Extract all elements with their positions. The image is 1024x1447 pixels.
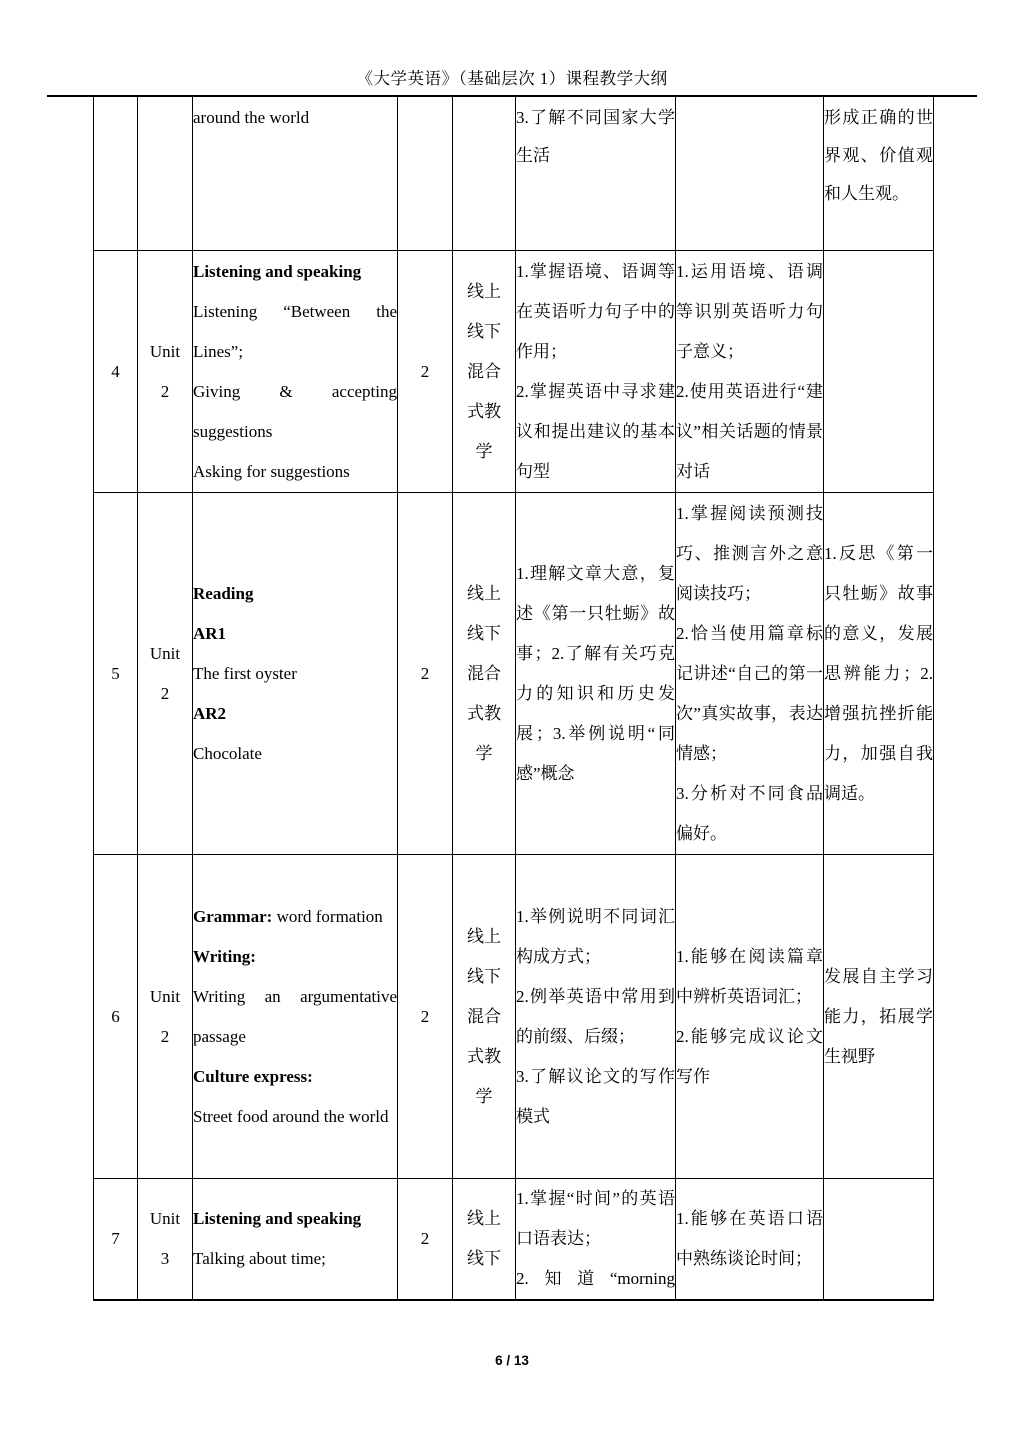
paragraph: The first oyster <box>193 663 297 683</box>
paragraph: 1.举例说明不同词汇构成方式； <box>516 906 675 966</box>
objectives-cell <box>516 1179 676 1301</box>
abilities-cell <box>676 251 824 493</box>
teaching-content-cell <box>193 855 398 1179</box>
paragraph: 3.了解议论文的写作模式 <box>516 1066 675 1126</box>
hours-cell: 2 <box>398 855 453 1179</box>
paragraph: 形成正确的世界观、价值观和人生观。 <box>824 108 933 203</box>
hours-cell: 2 <box>398 251 453 493</box>
paragraph: 1.能够在阅读篇章中辨析英语词汇； <box>676 946 823 1006</box>
abilities-cell <box>676 855 824 1179</box>
row-number-cell: 7 <box>94 1179 138 1301</box>
paragraph: Listening and speaking <box>193 1209 362 1228</box>
unit-cell: Unit 2 <box>138 855 193 1179</box>
teaching-method-cell <box>453 97 516 251</box>
values-cell <box>824 1179 934 1301</box>
row-number-cell: 4 <box>94 251 138 493</box>
hours-cell <box>398 97 453 251</box>
unit-cell <box>138 97 193 251</box>
objectives-cell <box>516 251 676 493</box>
paragraph: 3.分析对不同食品偏好。 <box>676 783 823 843</box>
paragraph: around the world <box>193 108 310 127</box>
row-number-cell: 5 <box>94 493 138 855</box>
paragraph: 2.知道“morning <box>516 1269 675 1288</box>
teaching-content-cell <box>193 493 398 855</box>
document-header-title: 《大学英语》（基础层次 1）课程教学大纲 <box>356 69 668 88</box>
hours-cell: 2 <box>398 493 453 855</box>
unit-cell: Unit 3 <box>138 1179 193 1301</box>
hours-cell: 2 <box>398 1179 453 1301</box>
abilities-cell <box>676 97 824 251</box>
paragraph: AR2 <box>193 703 227 723</box>
teaching-method-cell: 线上线下混合式教学 <box>453 493 516 855</box>
paragraph: 1.掌握“时间”的英语口语表达； <box>516 1189 675 1248</box>
page-number: 6 / 13 <box>495 1353 529 1368</box>
teaching-method-cell: 线上线下混合式教学 <box>453 855 516 1179</box>
unit-cell: Unit 2 <box>138 251 193 493</box>
paragraph: 1.理解文章大意，复述《第一只牡蛎》故事；2.了解有关巧克力的知识和历史发展；3.举例说明“同感”概念 <box>516 563 675 783</box>
abilities-cell <box>676 493 824 855</box>
paragraph: Grammar: word formation <box>193 906 383 926</box>
paragraph: 1.反思《第一只牡蛎》故事的意义，发展思辨能力；2.增强抗挫折能力，加强自我调适。 <box>824 543 933 803</box>
objectives-cell <box>516 493 676 855</box>
syllabus-table <box>93 96 934 1301</box>
teaching-content-cell <box>193 251 398 493</box>
paragraph: Giving & accepting suggestions <box>193 381 397 441</box>
paragraph: Writing an argumentative passage <box>193 986 397 1046</box>
paragraph: 2.恰当使用篇章标记讲述“自己的第一次”真实故事，表达情感； <box>676 623 823 763</box>
teaching-method-cell: 线上线下 <box>453 1179 516 1301</box>
syllabus-table-body <box>94 97 934 1301</box>
abilities-cell <box>676 1179 824 1301</box>
paragraph: 3.了解不同国家大学生活 <box>516 108 675 165</box>
paragraph: Talking about time; <box>193 1249 326 1268</box>
paragraph: 1.运用语境、语调等识别英语听力句子意义； <box>676 261 823 361</box>
table-row <box>94 855 934 1179</box>
unit-cell: Unit 2 <box>138 493 193 855</box>
values-cell <box>824 251 934 493</box>
paragraph: 1.掌握语境、语调等在英语听力句子中的作用； <box>516 261 675 361</box>
row-number-cell: 6 <box>94 855 138 1179</box>
paragraph: Street food around the world <box>193 1106 389 1126</box>
paragraph: 2.使用英语进行“建议”相关话题的情景对话 <box>676 381 823 481</box>
paragraph: Culture express: <box>193 1066 313 1086</box>
paragraph: 1.能够在英语口语中熟练谈论时间； <box>676 1209 823 1268</box>
paragraph: 2.掌握英语中寻求建议和提出建议的基本句型 <box>516 381 675 481</box>
objectives-cell <box>516 855 676 1179</box>
values-cell <box>824 493 934 855</box>
values-cell <box>824 855 934 1179</box>
paragraph: Reading <box>193 583 254 603</box>
paragraph: Listening “Between the Lines”; <box>193 301 397 361</box>
paragraph: Writing: <box>193 946 256 966</box>
teaching-content-cell <box>193 1179 398 1301</box>
objectives-cell <box>516 97 676 251</box>
paragraph: 2.例举英语中常用到的前缀、后缀； <box>516 986 675 1046</box>
teaching-content-cell <box>193 97 398 251</box>
paragraph: 1.掌握阅读预测技巧、推测言外之意阅读技巧； <box>676 503 823 603</box>
paragraph: Listening and speaking <box>193 261 362 281</box>
values-cell <box>824 97 934 251</box>
paragraph: 发展自主学习能力，拓展学生视野 <box>824 966 933 1066</box>
table-row <box>94 493 934 855</box>
table-row <box>94 97 934 251</box>
paragraph: 2.能够完成议论文写作 <box>676 1026 823 1086</box>
table-row <box>94 1179 934 1301</box>
paragraph: Asking for suggestions <box>193 461 350 481</box>
paragraph: Chocolate <box>193 743 262 763</box>
row-number-cell <box>94 97 138 251</box>
teaching-method-cell: 线上线下混合式教学 <box>453 251 516 493</box>
paragraph: AR1 <box>193 623 227 643</box>
table-row <box>94 251 934 493</box>
